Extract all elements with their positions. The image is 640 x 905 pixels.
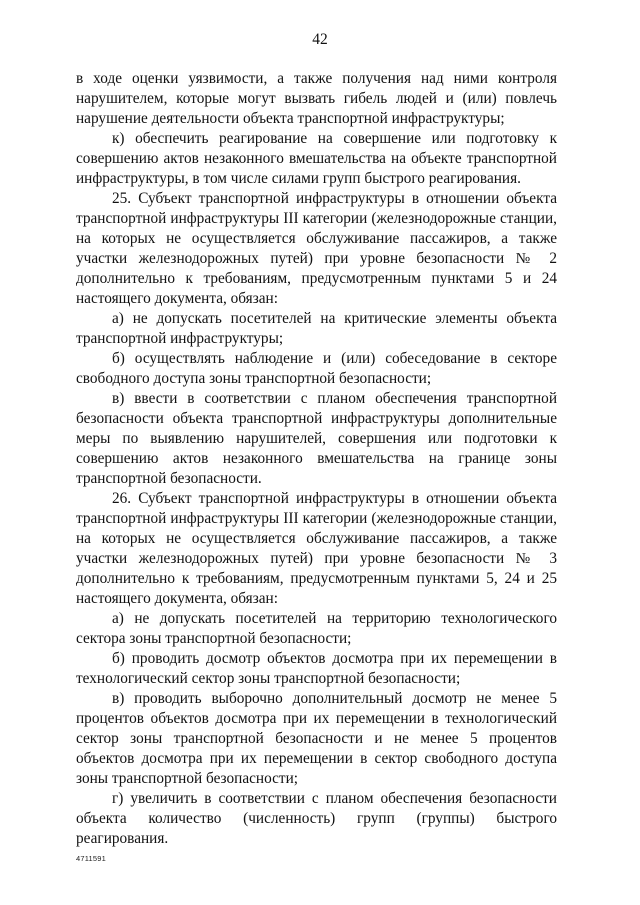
paragraph-continuation: в ходе оценки уязвимости, а также получения над ними контроля нарушителем, которые могут вызвать гибель людей и (или) повлечь нарушение деятельности объекта транспортной инфраструктуры;: [76, 70, 557, 127]
paragraph-26-item-a: а) не допускать посетителей на территорию технологического сектора зоны транспортной безопасности;: [76, 610, 557, 647]
page-number: 42: [312, 31, 328, 48]
document-body: [76, 69, 557, 849]
paragraph-25-item-b: б) осуществлять наблюдение и (или) собеседование в секторе свободного доступа зоны транспортной безопасности;: [76, 350, 557, 387]
paragraph-clause-26: 26. Субъект транспортной инфраструктуры в отношении объекта транспортной инфраструктуры III категории (железнодорожные станции, на которых не осуществляется обслуживание пассажиров, а также участки железнодорожных путей) при уровне безопасности № 3 дополнительно к требованиям, предусмотренным пунктами 5, 24 и 25 настоящего документа, обязан:: [76, 490, 557, 607]
paragraph-item-k: к) обеспечить реагирование на совершение или подготовку к совершению актов незаконного вмешательства на объекте транспортной инфраструктуры, в том числе силами групп быстрого реагирования.: [76, 130, 557, 187]
paragraph-25-item-v: в) ввести в соответствии с планом обеспечения транспортной безопасности объекта транспортной инфраструктуры дополнительные меры по выявлению нарушителей, совершения или подготовки к совершению актов незаконного вмешательства на границе зоны транспортной безопасности.: [76, 390, 557, 487]
paragraph-25-item-a: а) не допускать посетителей на критические элементы объекта транспортной инфраструктуры;: [76, 310, 557, 347]
document-code: 4711591: [76, 854, 107, 863]
paragraph-26-item-v: в) проводить выборочно дополнительный досмотр не менее 5 процентов объектов досмотра при их перемещении в технологический сектор зоны транспортной безопасности и не менее 5 процентов объектов досмотра при их перемещении в сектор свободного доступа зоны транспортной безопасности;: [76, 690, 557, 787]
paragraph-26-item-b: б) проводить досмотр объектов досмотра при их перемещении в технологический сектор зоны транспортной безопасности;: [76, 650, 557, 687]
paragraph-26-item-g: г) увеличить в соответствии с планом обеспечения безопасности объекта количество (численность) групп (группы) быстрого реагирования.: [76, 790, 557, 847]
paragraph-clause-25: 25. Субъект транспортной инфраструктуры в отношении объекта транспортной инфраструктуры III категории (железнодорожные станции, на которых не осуществляется обслуживание пассажиров, а также участки железнодорожных путей) при уровне безопасности № 2 дополнительно к требованиям, предусмотренным пунктами 5 и 24 настоящего документа, обязан:: [76, 190, 557, 307]
